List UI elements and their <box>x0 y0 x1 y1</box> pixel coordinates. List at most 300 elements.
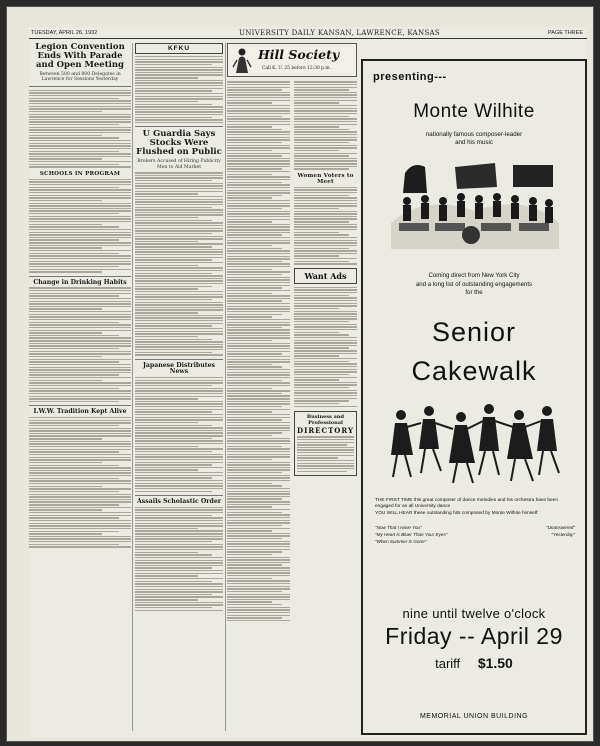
text-line <box>294 168 349 169</box>
text-line <box>227 462 290 463</box>
text-line <box>294 166 357 167</box>
text-line <box>135 122 223 123</box>
text-line <box>29 422 131 423</box>
text-line <box>29 253 119 254</box>
text-line <box>135 273 212 274</box>
headline-stocks: U Guardia Says Stocks Were Flushed on Public <box>136 129 222 158</box>
text-line <box>227 525 282 526</box>
text-line <box>135 512 223 513</box>
text-line <box>135 538 223 539</box>
text-line <box>227 324 290 325</box>
radio-listings <box>135 56 223 123</box>
text-line <box>297 449 354 450</box>
text-line <box>29 478 119 479</box>
text-line <box>135 544 223 545</box>
text-line <box>227 245 272 246</box>
text-line <box>29 364 131 365</box>
text-line <box>227 599 290 600</box>
ad-song-list <box>375 525 575 546</box>
text-line <box>294 329 357 330</box>
text-line <box>29 396 131 397</box>
text-line <box>135 304 223 305</box>
text-line <box>135 475 223 476</box>
text-line <box>135 462 223 463</box>
text-line <box>227 208 282 209</box>
text-line <box>227 372 290 373</box>
text-line <box>294 208 339 209</box>
text-line <box>294 366 357 367</box>
text-line <box>29 451 119 452</box>
text-line <box>227 615 290 616</box>
text-line <box>135 191 223 192</box>
text-line <box>135 578 223 579</box>
text-line <box>29 512 131 513</box>
text-line <box>227 311 290 312</box>
ad-venue: MEMORIAL UNION BUILDING <box>419 713 529 720</box>
text-line <box>29 472 131 473</box>
text-line <box>29 164 119 165</box>
text-line <box>227 84 290 85</box>
text-line <box>29 129 131 130</box>
text-line <box>135 414 223 415</box>
text-line <box>29 308 102 309</box>
text-line <box>29 377 131 378</box>
text-line <box>29 200 102 201</box>
headline-drinking-habits: Change in Drinking Habits <box>33 278 127 286</box>
text-line <box>29 491 119 492</box>
text-line <box>135 317 223 318</box>
text-line <box>135 56 223 57</box>
text-line <box>29 271 102 272</box>
text-line <box>29 135 102 136</box>
text-line <box>227 361 290 362</box>
want-ads-title: Want Ads <box>304 270 347 281</box>
text-line <box>29 541 131 542</box>
text-line <box>135 459 223 460</box>
text-line <box>29 359 131 360</box>
text-line <box>227 142 282 143</box>
text-line <box>227 290 290 291</box>
senior-cakewalk-advertisement <box>361 59 587 735</box>
text-line <box>227 459 272 460</box>
text-line <box>135 541 212 542</box>
text-line <box>135 180 212 181</box>
text-line <box>29 374 119 375</box>
text-line <box>227 469 290 470</box>
hill-society-title: Hill Society <box>258 47 340 62</box>
text-line <box>135 283 223 284</box>
text-line <box>135 525 223 526</box>
text-line <box>227 596 290 597</box>
text-line <box>135 560 223 561</box>
text-line <box>294 406 357 407</box>
text-line <box>135 591 223 592</box>
text-line <box>29 221 131 222</box>
text-line <box>135 567 212 568</box>
text-line <box>135 417 223 418</box>
text-line <box>227 332 290 333</box>
text-line <box>227 277 290 278</box>
text-line <box>29 533 102 534</box>
headline-scholastic-order: Assails Scholastic Order <box>136 497 222 505</box>
text-line <box>227 158 290 159</box>
text-line <box>294 303 357 304</box>
text-line <box>135 425 212 426</box>
ad-you-will-hear: YOU WILL HEAR these outstanding hits composed by Monte Wilhite himself: <box>375 510 539 516</box>
text-line <box>227 520 290 521</box>
text-line <box>227 533 290 534</box>
text-line <box>135 262 223 263</box>
text-line <box>29 517 119 518</box>
text-line <box>29 239 119 240</box>
ad-first-time-text <box>375 498 575 517</box>
text-line <box>135 288 198 289</box>
text-line <box>29 245 131 246</box>
text-line <box>29 258 131 259</box>
text-line <box>135 199 223 200</box>
text-line <box>227 145 290 146</box>
text-line <box>294 371 357 372</box>
text-line <box>227 118 290 119</box>
text-line <box>227 517 290 518</box>
article-body <box>135 507 223 611</box>
text-line <box>29 536 131 537</box>
text-line <box>29 224 102 225</box>
text-line <box>135 589 223 590</box>
text-line <box>297 447 354 448</box>
dancers-illustration <box>383 393 567 489</box>
text-line <box>29 269 131 270</box>
text-line <box>227 572 290 573</box>
text-line <box>294 289 357 290</box>
text-line <box>29 441 131 442</box>
text-line <box>29 462 102 463</box>
professional-directory <box>294 411 357 476</box>
text-line <box>294 216 357 217</box>
text-line <box>135 296 223 297</box>
text-line <box>135 570 223 571</box>
ad-coming-text <box>363 272 585 298</box>
text-line <box>227 446 282 447</box>
text-line <box>294 192 357 193</box>
text-line <box>135 440 223 441</box>
text-line <box>135 581 212 582</box>
text-line <box>227 559 290 560</box>
text-line <box>227 184 290 185</box>
text-line <box>135 111 223 112</box>
society-notes <box>227 81 290 621</box>
text-line <box>29 372 131 373</box>
text-line <box>135 464 212 465</box>
text-line <box>135 320 223 321</box>
text-line <box>227 192 290 193</box>
text-line <box>135 236 223 237</box>
orchestra-illustration <box>385 153 565 253</box>
text-line <box>294 105 357 106</box>
text-line <box>29 319 131 320</box>
text-line <box>227 385 290 386</box>
text-line <box>227 343 290 344</box>
text-line <box>297 442 354 443</box>
text-line <box>297 471 347 472</box>
text-line <box>227 232 290 233</box>
text-line <box>227 406 282 407</box>
text-line <box>135 98 223 99</box>
text-line <box>29 106 131 107</box>
column-society <box>227 43 357 733</box>
text-line <box>135 454 223 455</box>
text-line <box>227 168 282 169</box>
text-line <box>135 336 198 337</box>
text-line <box>294 287 357 288</box>
text-line <box>297 468 354 469</box>
text-line <box>297 436 354 437</box>
text-line <box>227 126 272 127</box>
text-line <box>29 356 102 357</box>
text-line <box>227 253 290 254</box>
text-line <box>29 501 131 502</box>
text-line <box>29 140 131 141</box>
text-line <box>227 601 272 602</box>
text-line <box>135 286 212 287</box>
text-line <box>135 610 223 611</box>
text-line <box>227 160 290 161</box>
text-line <box>227 390 290 391</box>
text-line <box>29 470 131 471</box>
text-line <box>29 153 131 154</box>
text-line <box>135 349 223 350</box>
text-line <box>135 398 198 399</box>
text-line <box>294 403 339 404</box>
article-body <box>29 417 131 548</box>
text-line <box>227 240 290 241</box>
text-line <box>227 393 282 394</box>
text-line <box>29 266 119 267</box>
text-line <box>294 163 357 164</box>
text-line <box>227 422 290 423</box>
text-line <box>135 509 223 510</box>
text-line <box>294 240 357 241</box>
text-line <box>294 384 357 385</box>
text-line <box>294 255 339 256</box>
text-line <box>227 382 290 383</box>
text-line <box>227 538 282 539</box>
directory-title: DIRECTORY <box>297 425 354 435</box>
text-line <box>227 464 290 465</box>
text-line <box>227 266 290 267</box>
text-line <box>227 129 282 130</box>
text-line <box>227 150 272 151</box>
text-line <box>227 263 290 264</box>
society-notes <box>294 81 357 170</box>
text-line <box>227 448 290 449</box>
text-line <box>135 291 223 292</box>
headline-iww-tradition: I.W.W. Tradition Kept Alive <box>33 408 127 416</box>
text-line <box>29 509 102 510</box>
text-line <box>227 213 290 214</box>
text-line <box>135 403 223 404</box>
text-line <box>227 509 290 510</box>
text-line <box>29 382 131 383</box>
text-line <box>227 256 290 257</box>
text-line <box>227 377 290 378</box>
text-line <box>297 463 354 464</box>
text-line <box>294 342 357 343</box>
text-line <box>227 131 290 132</box>
text-line <box>135 533 223 534</box>
text-line <box>227 274 282 275</box>
text-line <box>135 546 223 547</box>
text-line <box>135 172 223 173</box>
text-line <box>135 233 212 234</box>
text-line <box>29 351 131 352</box>
text-line <box>135 196 223 197</box>
text-line <box>294 131 357 132</box>
text-line <box>227 269 272 270</box>
text-line <box>29 316 131 317</box>
text-line <box>227 612 290 613</box>
directory-listings <box>297 436 354 472</box>
text-line <box>135 251 223 252</box>
society-notes <box>294 187 357 265</box>
text-line <box>29 287 131 288</box>
text-line <box>135 346 223 347</box>
text-line <box>29 148 131 149</box>
section-head-women-voters: Women Voters to Meet <box>297 172 354 185</box>
text-line <box>227 395 290 396</box>
text-line <box>29 293 131 294</box>
text-line <box>135 188 223 189</box>
text-line <box>29 184 131 185</box>
text-line <box>29 433 131 434</box>
text-line <box>135 562 223 563</box>
text-line <box>227 409 290 410</box>
text-line <box>294 137 357 138</box>
song-title: "Unanswered" <box>545 525 575 530</box>
text-line <box>135 85 223 86</box>
text-line <box>29 528 131 529</box>
text-line <box>294 390 357 391</box>
text-line <box>297 457 338 458</box>
text-line <box>135 109 223 110</box>
text-line <box>135 228 223 229</box>
text-line <box>297 465 354 466</box>
text-line <box>29 114 131 115</box>
text-line <box>294 195 349 196</box>
text-line <box>29 369 131 370</box>
text-line <box>135 64 212 65</box>
text-line <box>135 443 223 444</box>
text-line <box>227 570 290 571</box>
text-line <box>227 419 282 420</box>
text-line <box>29 438 102 439</box>
text-line <box>29 121 131 122</box>
text-line <box>227 504 290 505</box>
ad-coming-line: Coming direct from New York City <box>428 272 520 279</box>
text-line <box>29 467 131 468</box>
text-line <box>227 440 290 441</box>
society-columns <box>227 80 357 623</box>
ad-tariff-label: tariff <box>435 656 461 671</box>
text-line <box>227 501 290 502</box>
text-line <box>227 456 290 457</box>
text-line <box>135 315 223 316</box>
text-line <box>135 243 223 244</box>
text-line <box>227 298 290 299</box>
text-line <box>294 145 357 146</box>
text-line <box>294 382 357 383</box>
text-line <box>135 507 223 508</box>
text-line <box>227 604 282 605</box>
article-body <box>29 287 131 402</box>
text-line <box>135 401 223 402</box>
text-line <box>227 279 290 280</box>
text-line <box>135 217 198 218</box>
text-line <box>227 337 290 338</box>
text-line <box>29 132 131 133</box>
text-line <box>135 488 223 489</box>
text-line <box>135 328 223 329</box>
text-line <box>135 530 223 531</box>
text-line <box>227 200 290 201</box>
text-line <box>29 367 131 368</box>
text-line <box>29 306 131 307</box>
text-line <box>135 302 223 303</box>
text-line <box>29 189 131 190</box>
text-line <box>135 467 223 468</box>
text-line <box>135 552 198 553</box>
text-line <box>135 82 223 83</box>
text-line <box>294 234 349 235</box>
text-line <box>227 258 290 259</box>
text-line <box>29 151 119 152</box>
text-line <box>135 214 223 215</box>
text-line <box>227 546 290 547</box>
text-line <box>135 477 212 478</box>
text-line <box>135 220 212 221</box>
text-line <box>29 393 131 394</box>
text-line <box>29 205 131 206</box>
text-line <box>227 403 290 404</box>
text-line <box>135 267 223 268</box>
text-line <box>294 226 357 227</box>
text-line <box>227 551 282 552</box>
text-line <box>135 225 223 226</box>
text-line <box>135 446 198 447</box>
text-line <box>227 216 290 217</box>
text-line <box>227 472 282 473</box>
text-line <box>29 95 131 96</box>
text-line <box>227 335 290 336</box>
text-line <box>294 387 349 388</box>
text-line <box>294 316 357 317</box>
text-line <box>294 308 339 309</box>
text-line <box>227 137 290 138</box>
song-row <box>375 539 575 546</box>
text-line <box>135 72 223 73</box>
text-line <box>135 101 198 102</box>
text-line <box>227 92 290 93</box>
text-line <box>227 535 290 536</box>
headline-legion-convention: Legion Convention Ends With Parade and Open Meeting <box>35 43 125 70</box>
text-line <box>227 174 272 175</box>
text-line <box>29 124 119 125</box>
text-line <box>29 538 131 539</box>
text-line <box>297 439 354 440</box>
text-line <box>294 237 357 238</box>
text-line <box>29 195 131 196</box>
text-line <box>29 181 131 182</box>
